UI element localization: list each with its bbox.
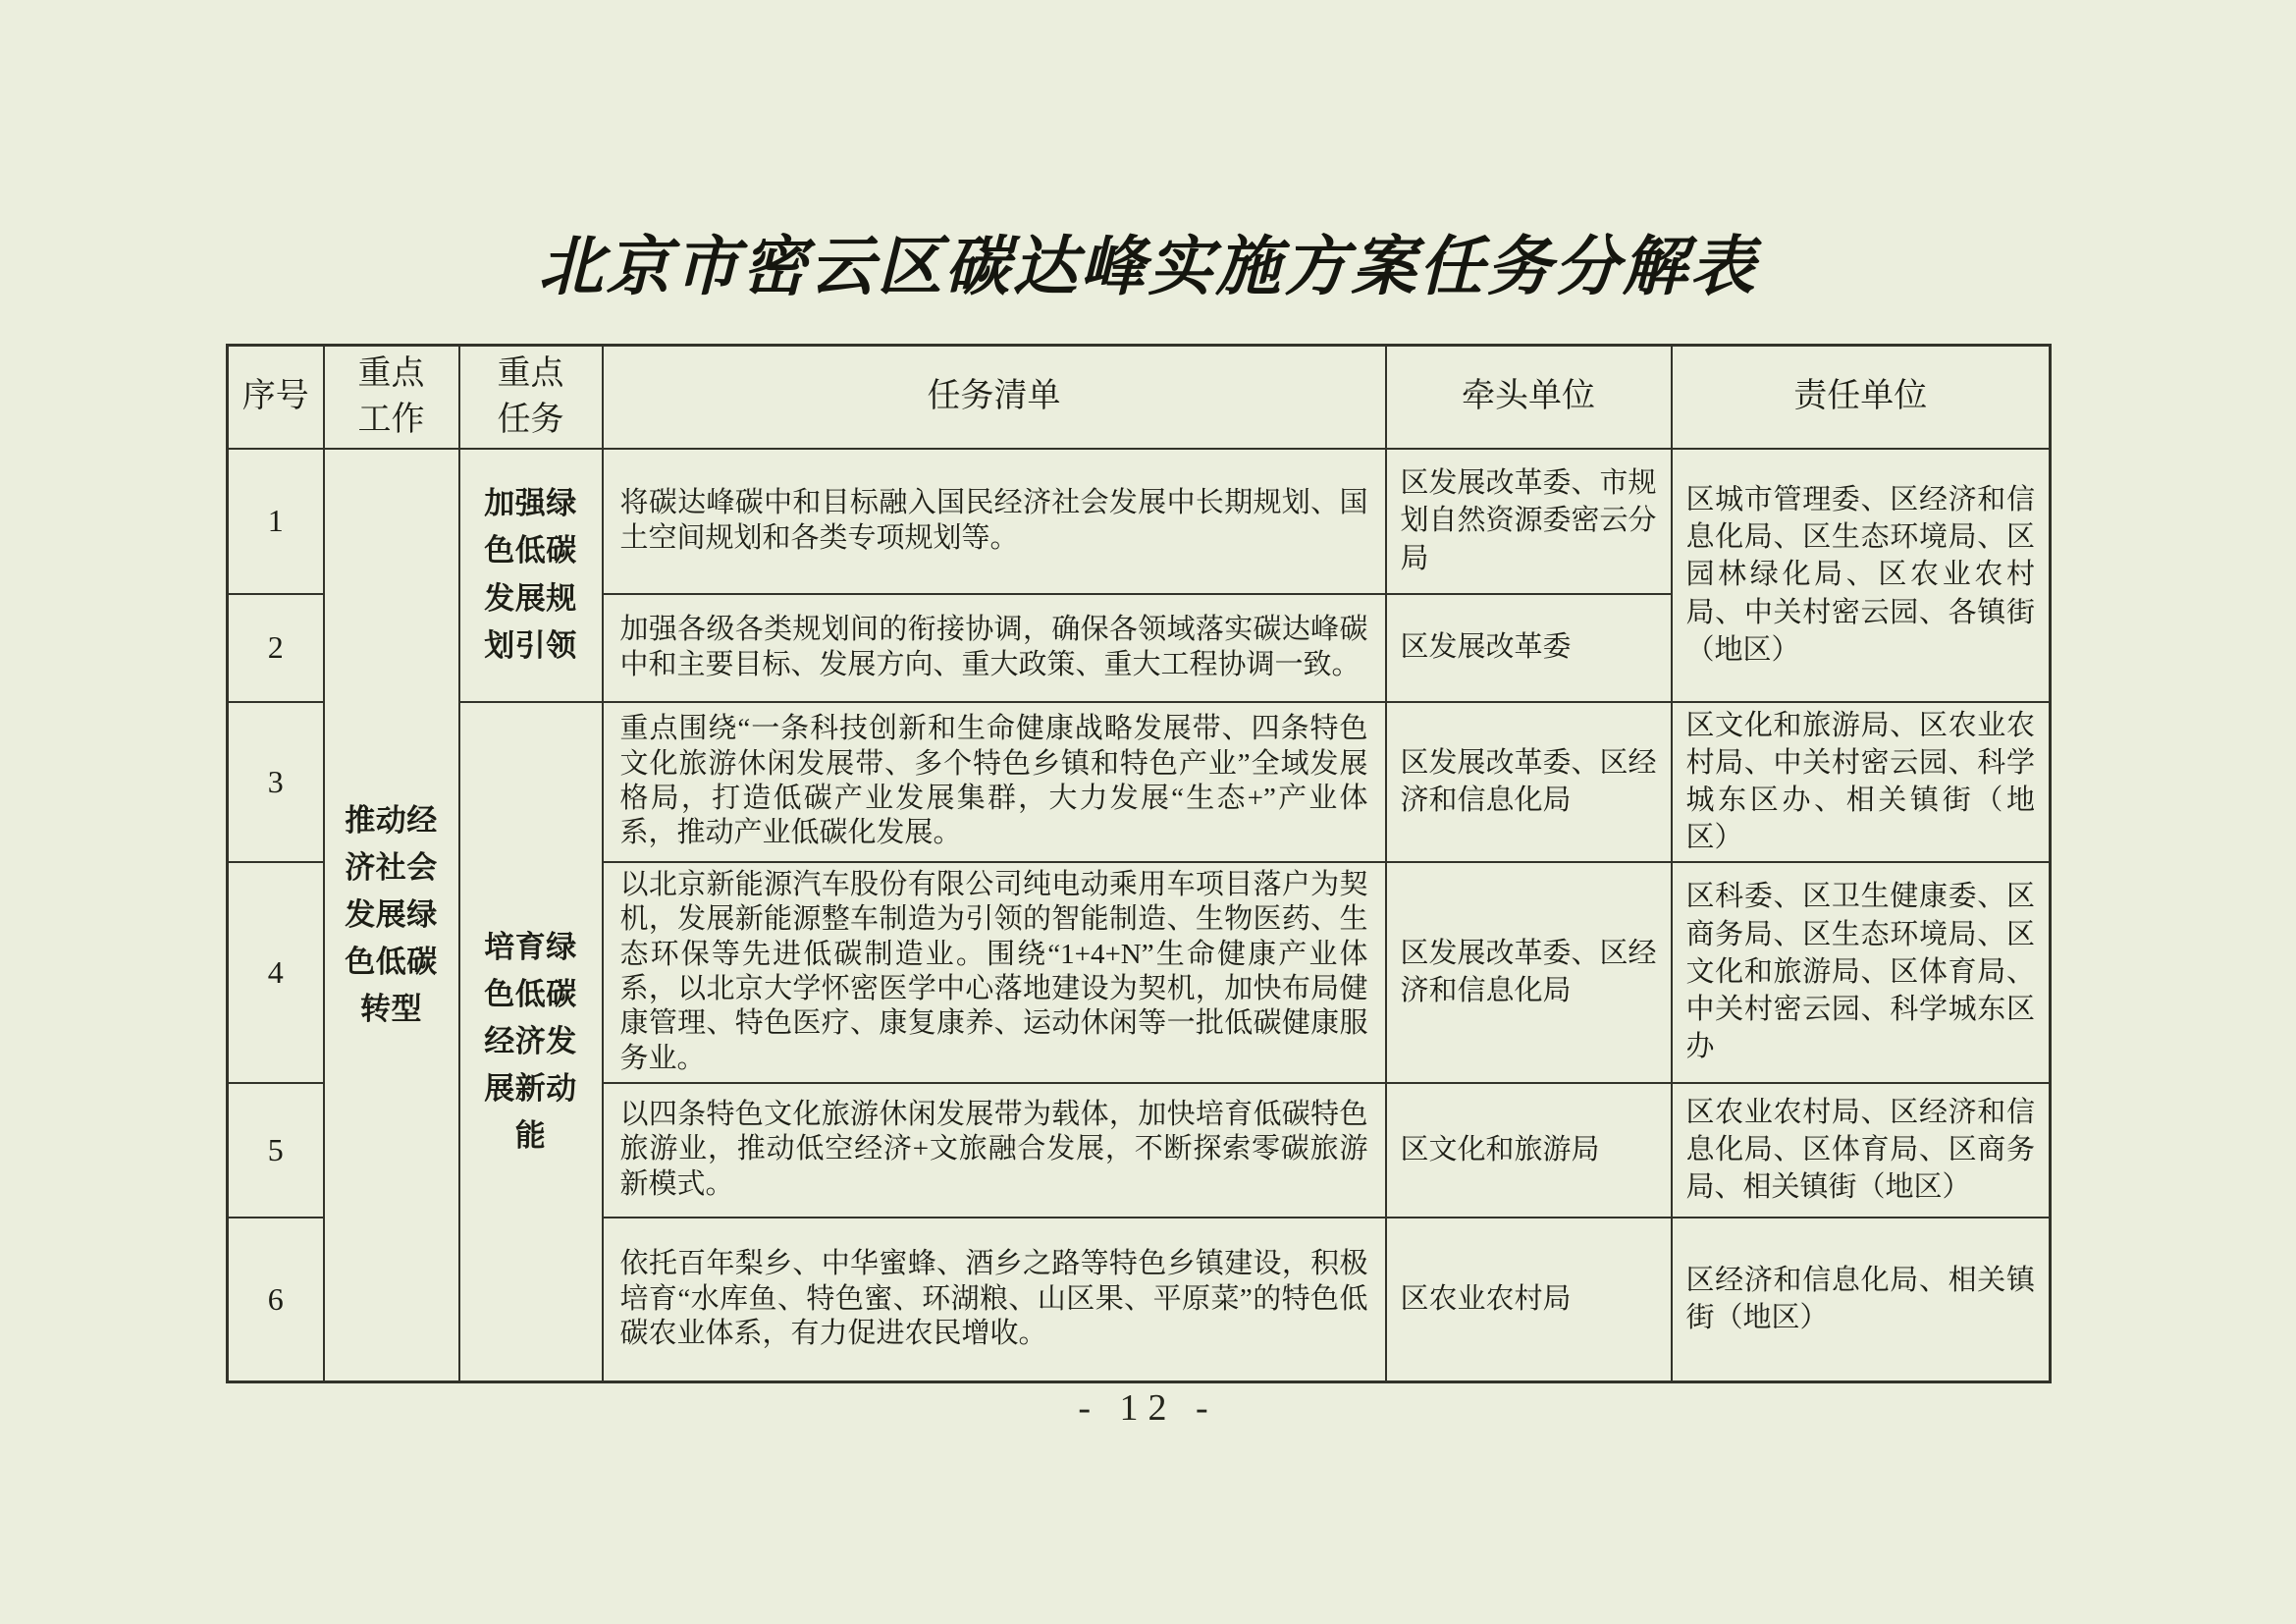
document-title: 北京市密云区碳达峰实施方案任务分解表 [538, 232, 1758, 303]
header-col-key-task: 重点任务 [459, 346, 603, 449]
lead-unit-cell: 区发展改革委 [1386, 594, 1672, 702]
task-cell: 以北京新能源汽车股份有限公司纯电动乘用车项目落户为契机，发展新能源整车制造为引领的智能制造、生物医药、生态环保等先进低碳制造业。围绕“1+4+N”生命健康产业体系，以北京大学怀密医学中心落地建设为契机，加快布局健康管理、特色医疗、康复康养、运动休闲等一批低碳健康服务业。 [603, 862, 1386, 1083]
table-row [228, 702, 2051, 862]
responsible-unit-cell: 区农业农村局、区经济和信息化局、区体育局、区商务局、相关镇街（地区） [1672, 1083, 2051, 1218]
index-cell: 2 [228, 594, 324, 702]
lead-unit-cell: 区发展改革委、市规划自然资源委密云分局 [1386, 449, 1672, 594]
task-cell: 加强各级各类规划间的衔接协调，确保各领域落实碳达峰碳中和主要目标、发展方向、重大政策、重大工程协调一致。 [603, 594, 1386, 702]
table-row [228, 449, 2051, 594]
header-col-index: 序号 [228, 346, 324, 449]
lead-unit-cell: 区发展改革委、区经济和信息化局 [1386, 702, 1672, 862]
header-col-task-list: 任务清单 [603, 346, 1386, 449]
key-work-cell: 推动经济社会发展绿色低碳转型 [324, 449, 459, 1382]
lead-unit-cell: 区农业农村局 [1386, 1218, 1672, 1382]
responsible-unit-cell: 区文化和旅游局、区农业农村局、中关村密云园、科学城东区办、相关镇街（地区） [1672, 702, 2051, 862]
lead-unit-cell: 区文化和旅游局 [1386, 1083, 1672, 1218]
task-breakdown-table [226, 344, 2052, 1383]
task-cell: 将碳达峰碳中和目标融入国民经济社会发展中长期规划、国土空间规划和各类专项规划等。 [603, 449, 1386, 594]
index-cell: 5 [228, 1083, 324, 1218]
key-task-cell: 加强绿色低碳发展规划引领 [459, 449, 603, 702]
task-cell: 依托百年梨乡、中华蜜蜂、酒乡之路等特色乡镇建设，积极培育“水库鱼、特色蜜、环湖粮、山区果、平原菜”的特色低碳农业体系，有力促进农民增收。 [603, 1218, 1386, 1382]
responsible-unit-cell: 区科委、区卫生健康委、区商务局、区生态环境局、区文化和旅游局、区体育局、中关村密云园、科学城东区办 [1672, 862, 2051, 1083]
table-header-row [228, 346, 2051, 449]
responsible-unit-cell: 区经济和信息化局、相关镇街（地区） [1672, 1218, 2051, 1382]
header-col-lead-unit: 牵头单位 [1386, 346, 1672, 449]
task-cell: 以四条特色文化旅游休闲发展带为载体，加快培育低碳特色旅游业，推动低空经济+文旅融合发展，不断探索零碳旅游新模式。 [603, 1083, 1386, 1218]
page-number: - 12 - [1078, 1387, 1218, 1429]
index-cell: 6 [228, 1218, 324, 1382]
index-cell: 4 [228, 862, 324, 1083]
index-cell: 1 [228, 449, 324, 594]
lead-unit-cell: 区发展改革委、区经济和信息化局 [1386, 862, 1672, 1083]
header-col-responsible-unit: 责任单位 [1672, 346, 2051, 449]
key-task-cell: 培育绿色低碳经济发展新动能 [459, 702, 603, 1382]
responsible-unit-cell: 区城市管理委、区经济和信息化局、区生态环境局、区园林绿化局、区农业农村局、中关村密云园、各镇街（地区） [1672, 449, 2051, 702]
header-col-key-work: 重点工作 [324, 346, 459, 449]
task-cell: 重点围绕“一条科技创新和生命健康战略发展带、四条特色文化旅游休闲发展带、多个特色乡镇和特色产业”全域发展格局，打造低碳产业发展集群，大力发展“生态+”产业体系，推动产业低碳化发展。 [603, 702, 1386, 862]
index-cell: 3 [228, 702, 324, 862]
